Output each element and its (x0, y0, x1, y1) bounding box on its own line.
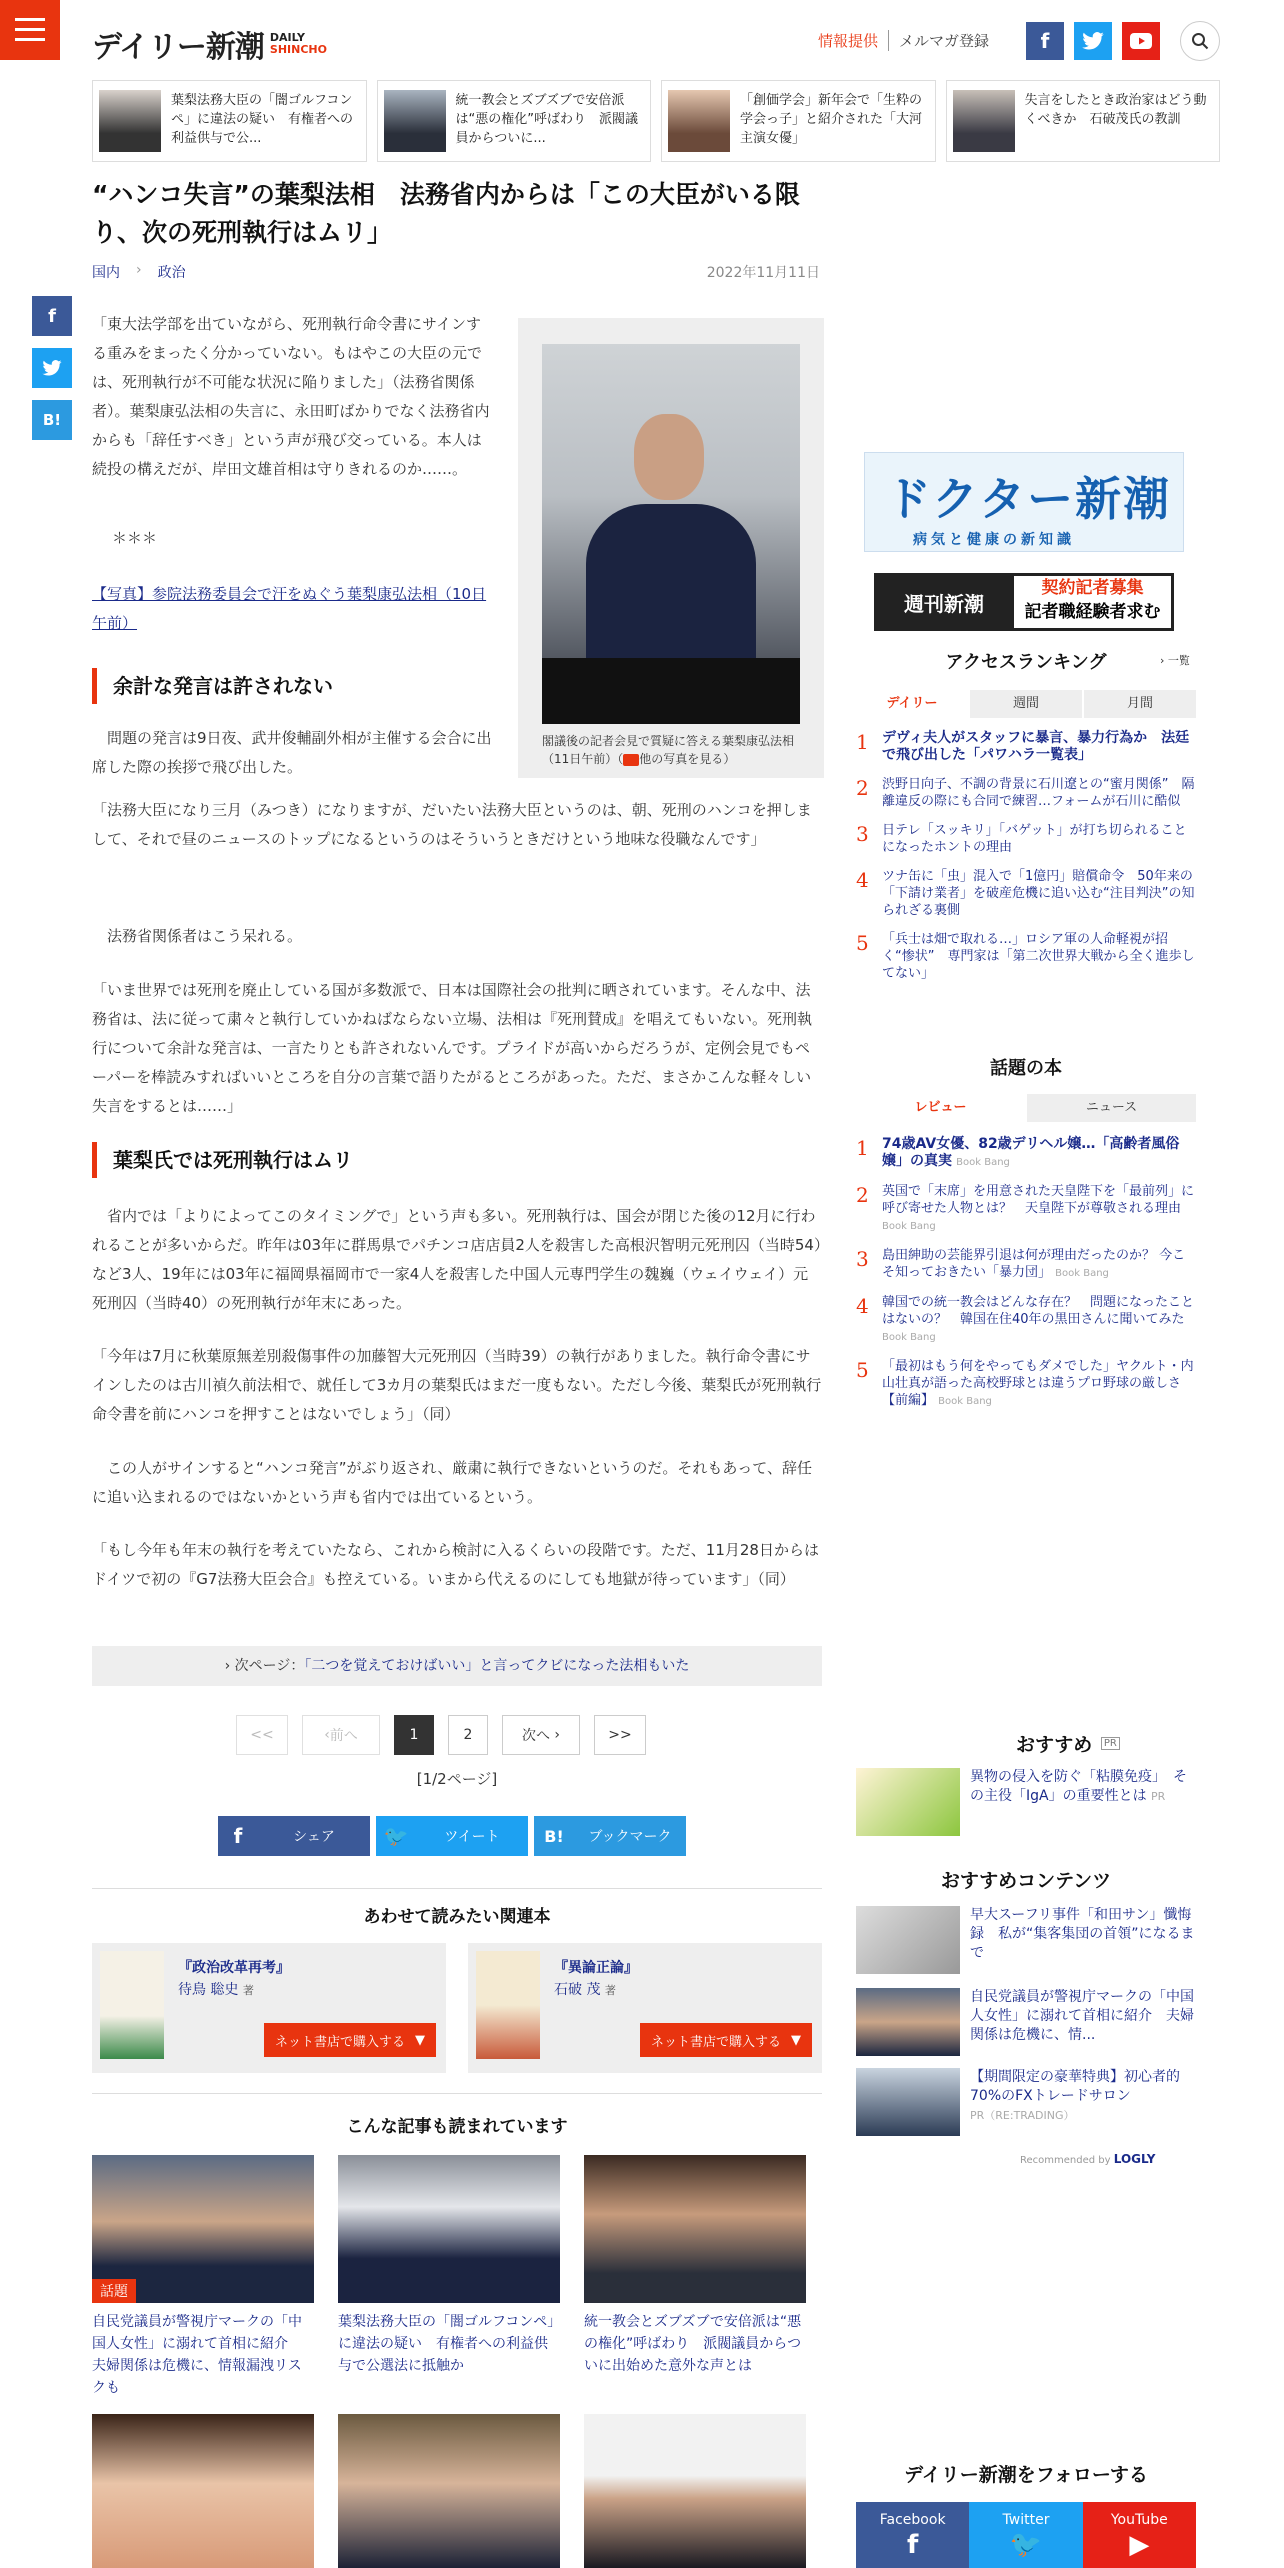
top-card-thumb (99, 90, 161, 152)
related-books-title: あわせて読みたい関連本 (363, 1907, 551, 1927)
article-title: “ハンコ失言”の葉梨法相 法務省内からは「この大臣がいる限り、次の死刑執行はムリ」 (92, 180, 800, 247)
share-hatena-button[interactable]: B! ブックマーク (534, 1816, 686, 1856)
book-cover (476, 1951, 540, 2059)
top-card-text: 統一教会とズブズブで安倍派は“悪の権化”呼ばわり 派閥議員からついに... (455, 93, 638, 146)
hatena-icon: B! (544, 1826, 564, 1846)
chevron-right-icon: › (136, 262, 142, 278)
ranking-title: アクセスランキング (945, 652, 1107, 673)
also-read-title: こんな記事も読まれています (346, 2117, 568, 2137)
related-book[interactable]: 『政治改革再考』 待鳥 聡史 著 ネット書店で購入する ▼ (92, 1943, 446, 2073)
ranking-item[interactable]: 4 ツナ缶に「虫」混入で「1億円」賠償命令 50年来の「下請け業者」を破産危機に追い込む“注目判決”の知られざる裏側 (856, 868, 1195, 918)
paragraph: 省内では「よりによってこのタイミングで」という声も多い。死刑執行は、国会が閉じた後の12月に行われることが多いからだ。昨年は03年に群馬県でパチンコ店店員2人を殺害した高根沢智明元死刑囚（当時54）など3人、19年には03年に福岡県福岡市で一家4人を殺害した中国人元専門学生の魏巍（ウェイウェイ）元死刑囚（当時40）の死刑執行が年末にあった。 (92, 1207, 822, 1312)
share-twitter-button[interactable]: 🐦 ツイート (376, 1816, 528, 1856)
newsletter-link[interactable]: メルマガ登録 (899, 32, 990, 50)
paragraph: 「今年は7月に秋葉原無差別殺傷事件の加藤智大元死刑囚（当時39）の執行がありました。執行命令書にサインしたのは古川禎久前法相で、就任して3カ月の葉梨氏はまだ一度もない。ただし今後、葉梨氏が死刑執行命令書を前にハンコを押すことはないでしょう」（同） (92, 1347, 822, 1423)
twitter-icon: 🐦 (1009, 2530, 1043, 2560)
next-page-link[interactable]: › 次ページ：「二つを覚えておけばいい」と言ってクビになった法相もいた (92, 1646, 822, 1686)
tab-weekly[interactable]: 週間 (970, 690, 1082, 718)
also-read-item[interactable] (92, 2414, 314, 2568)
top-card-thumb (668, 90, 730, 152)
tab-review[interactable]: レビュー (856, 1094, 1025, 1122)
top-card[interactable] (946, 80, 1221, 162)
caret-down-icon: ▼ (415, 2032, 425, 2048)
facebook-icon: f (907, 2530, 919, 2560)
share-hatena-icon[interactable]: B! (32, 400, 72, 440)
breadcrumb-politics[interactable]: 政治 (157, 265, 186, 281)
prev-page-button[interactable]: ‹ 前へ (302, 1715, 380, 1755)
ranking-item[interactable]: 2 渋野日向子、不調の背景に石川遼との“蜜月関係” 隔離違反の際にも合同で練習…フォームが石川に酷似 (856, 776, 1195, 809)
book-author: 石破 茂 (554, 1982, 601, 1998)
section-heading-1: 余計な発言は許されない (92, 668, 492, 704)
book-ranking-list (856, 1136, 1196, 1422)
top-card[interactable] (661, 80, 936, 162)
facebook-icon: f (233, 1824, 243, 1848)
photo-caption: 閣議後の記者会見で質疑に答える葉梨康弘法相（11日午前） (542, 734, 795, 766)
top-card-thumb (384, 90, 446, 152)
page-1-button[interactable]: 1 (394, 1715, 434, 1755)
info-link[interactable]: 情報提供 (808, 30, 889, 51)
page-2-button[interactable]: 2 (448, 1715, 488, 1755)
book-title: 『政治改革再考』 (178, 1960, 290, 1976)
logo-text: デイリー新潮 (92, 30, 264, 65)
logly-credit[interactable]: Recommended by LOGLY (1020, 2152, 1156, 2166)
paragraph: 「法務大臣になり三月（みつき）になりますが、だいたい法務大臣というのは、朝、死刑のハンコを押しまして、それで昼のニュースのトップになるというのはそういうときだけという地味な役職なんです」 (92, 801, 812, 848)
article-photo[interactable] (542, 344, 800, 724)
book-ranking-item[interactable]: 5 「最初はもう何をやってもダメでした」ヤクルト・内山壮真が語った高校野球とは違うプロ野球の厳しさ【前編】 Book Bang (856, 1358, 1194, 1408)
ranking-list (856, 730, 1196, 994)
ad-weekly-shincho[interactable]: 週刊新潮 契約記者募集 記者職経験者求む (874, 573, 1174, 631)
book-cover (100, 1951, 164, 2059)
ranking-item[interactable]: 5 「兵士は畑で取れる…」ロシア軍の人命軽視が招く“惨状” 専門家は「第二次世界大戦から全く進歩してない」 (856, 931, 1195, 981)
follow-title: デイリー新潮をフォローする (904, 2464, 1148, 2486)
topic-badge: 話題 (92, 2279, 136, 2303)
ranking-item[interactable]: 1 デヴィ夫人がスタッフに暴言、暴力行為か 法廷で飛び出した「パワハラ一覧表」 (856, 730, 1190, 763)
top-card-thumb (953, 90, 1015, 152)
also-read-item[interactable]: 話題 自民党議員が警視庁マークの「中国人女性」に溺れて首相に紹介 夫婦関係は危機に、情報漏洩リスクも (92, 2155, 314, 2399)
share-twitter-icon[interactable] (32, 348, 72, 388)
chevron-right-icon: › (224, 1658, 231, 1674)
share-facebook-button[interactable]: f シェア (218, 1816, 370, 1856)
camera-icon (623, 754, 639, 766)
search-icon[interactable] (1180, 21, 1220, 61)
buy-book-button[interactable]: ネット書店で購入する ▼ (640, 2023, 812, 2057)
page-count: [1/2ページ] (416, 1770, 498, 1788)
recommended-contents-title: おすすめコンテンツ (940, 1870, 1112, 1892)
books-title: 話題の本 (990, 1058, 1062, 1079)
book-ranking-item[interactable]: 3 島田紳助の芸能界引退は何が理由だったのか？ 今こそ知っておきたい「暴力団」 Book Bang (856, 1247, 1186, 1280)
article-lead: 「東大法学部を出ていながら、死刑執行命令書にサインする重みをまったく分かっていない。もはやこの大臣の元では、死刑執行が不可能な状況に陥りました」（法務省関係者）。葉梨康弘法相の失言に、永田町ばかりでなく法務省内からも「辞任すべき」という声が飛び交っている。本人は続投の構えだが、岸田文雄首相は守りきれるのか……。 (92, 315, 490, 478)
follow-twitter[interactable]: Twitter 🐦 (969, 2502, 1082, 2568)
book-ranking-item[interactable]: 2 英国で「末席」を用意された天皇陛下を「最前列」に呼び寄せた人物とは？ 天皇陛下が尊敬される理由 Book Bang (856, 1183, 1195, 1232)
tab-monthly[interactable]: 月間 (1084, 690, 1196, 718)
top-card-text: 「創価学会」新年会で「生粋の学会っ子」と紹介された「大河主演女優」 (740, 93, 923, 146)
tab-news[interactable]: ニュース (1027, 1094, 1196, 1122)
last-page-button[interactable]: >> (594, 1715, 646, 1755)
top-card-text: 失言をしたとき政治家はどう動くべきか 石破茂氏の教訓 (1024, 93, 1207, 127)
ranking-more-link[interactable]: › 一覧 (1160, 654, 1190, 667)
ad-doctor-shincho[interactable]: ドクター新潮 病気と健康の新知識 (864, 452, 1184, 552)
book-ranking-item[interactable]: 4 韓国での統一教会はどんな存在？ 問題になったことはないの？ 韓国在住40年の黒田さんに聞いてみた Book Bang (856, 1294, 1195, 1343)
logo-en-bottom: SHINCHO (269, 43, 327, 56)
book-title: 『異論正論』 (554, 1960, 638, 1976)
twitter-icon: 🐦 (383, 1824, 409, 1848)
top-card[interactable] (92, 80, 367, 162)
follow-youtube[interactable]: YouTube ▶ (1083, 2502, 1196, 2568)
breadcrumb (92, 262, 186, 282)
menu-button[interactable] (0, 0, 60, 60)
top-card[interactable] (377, 80, 652, 162)
also-read-item[interactable]: 統一教会とズブズブで安倍派は“悪の権化”呼ばわり 派閥議員からついに出始めた意外な声とは (584, 2155, 806, 2377)
buy-book-button[interactable]: ネット書店で購入する ▼ (264, 2023, 436, 2057)
article-photo-box: 閣議後の記者会見で質疑に答える葉梨康弘法相（11日午前）（ 他の写真を見る） (518, 318, 824, 778)
recommend-title: おすすめ PR (1014, 1730, 1120, 1757)
follow-facebook[interactable]: Facebook f (856, 2502, 969, 2568)
caret-down-icon: ▼ (791, 2032, 801, 2048)
more-photos-link[interactable]: 他の写真を見る (639, 752, 724, 766)
paragraph: 法務省関係者はこう呆れる。 (92, 927, 303, 945)
paragraph: この人がサインすると“ハンコ発言”がぶり返され、厳粛に執行できないというのだ。それもあって、辞任に追い込まれるのではないかという声も省内では出ているという。 (92, 1459, 812, 1506)
ranking-item[interactable]: 3 日テレ「スッキリ」「バゲット」が打ち切られることになったホントの理由 (856, 822, 1187, 855)
paragraph: 問題の発言は9日夜、武井俊輔副外相が主催する会合に出席した際の挨拶で飛び出した。 (92, 729, 492, 776)
twitter-icon[interactable] (1074, 22, 1112, 60)
related-book[interactable]: 『異論正論』 石破 茂 著 ネット書店で購入する ▼ (468, 1943, 822, 2073)
separator-stars: ＊＊＊ (112, 529, 158, 547)
pagination (236, 1715, 646, 1755)
facebook-icon[interactable]: f (1026, 22, 1064, 60)
next-page-button[interactable]: 次へ › (502, 1715, 580, 1755)
youtube-icon[interactable] (1122, 22, 1160, 60)
next-page-title: 「二つを覚えておけばいい」と言ってクビになった法相もいた (304, 1658, 690, 1674)
also-read-item[interactable]: 葉梨法務大臣の「闇ゴルフコンペ」に違法の疑い 有権者への利益供与で公選法に抵触か (338, 2155, 560, 2377)
recommend-item[interactable]: 異物の侵入を防ぐ「粘膜免疫」 その主役「IgA」の重要性とは PR (856, 1768, 1196, 1836)
photo-article-link[interactable]: 【写真】参院法務委員会で汗をぬぐう葉梨康弘法相（10日午前） (92, 585, 487, 632)
also-read-item[interactable] (584, 2414, 806, 2568)
book-author: 待鳥 聡史 (178, 1982, 239, 1998)
paragraph: 「いま世界では死刑を廃止している国が多数派で、日本は国際社会の批判に晒されています。そんな中、法務省は、法に従って粛々と執行していかねばならない立場、法相は『死刑賛成』を唱えてもいない。死刑執行について余計な発言は、一言たりとも許されないんです。プライドが高いからだろうが、定例会見でもペーパーを棒読みすればいいところを自分の言葉で語りたがるところがあった。ただ、まさかこんな軽々しい失言をするとは……」 (92, 981, 813, 1115)
first-page-button[interactable]: << (236, 1715, 288, 1755)
breadcrumb-domestic[interactable]: 国内 (92, 265, 120, 281)
content-item[interactable]: 【期間限定の豪華特典】初心者的70%のFXトレードサロン PR（RE:TRADING） (856, 2068, 1196, 2136)
logo-en-top: DAILY (269, 31, 305, 44)
section-heading-2: 葉梨氏では死刑執行はムリ (92, 1142, 818, 1178)
youtube-icon: ▶ (1129, 2530, 1150, 2560)
top-card-text: 葉梨法務大臣の「闇ゴルフコンペ」に違法の疑い 有権者への利益供与で公... (171, 93, 354, 146)
also-read-item[interactable] (338, 2414, 560, 2568)
content-item[interactable]: 自民党議員が警視庁マークの「中国人女性」に溺れて首相に紹介 夫婦関係は危機に、情... (856, 1988, 1196, 2056)
site-logo[interactable] (92, 22, 327, 66)
paragraph: 「もし今年も年末の執行を考えていたなら、これから検討に入るくらいの段階です。ただ、11月28日からはドイツで初の『G7法務大臣会合』も控えている。いまから代えるのにしても地獄が待っています」（同） (92, 1541, 819, 1588)
tab-daily[interactable]: デイリー (856, 690, 968, 718)
share-facebook-icon[interactable]: f (32, 296, 72, 336)
article-date: 2022年11月11日 (706, 265, 820, 281)
content-item[interactable]: 早大スーフリ事件「和田サン」懺悔録 私が“集客集団の首領”になるまで (856, 1906, 1196, 1974)
book-ranking-item[interactable]: 1 74歳AV女優、82歳デリヘル嬢…「高齢者風俗嬢」の真実 Book Bang (856, 1136, 1180, 1169)
